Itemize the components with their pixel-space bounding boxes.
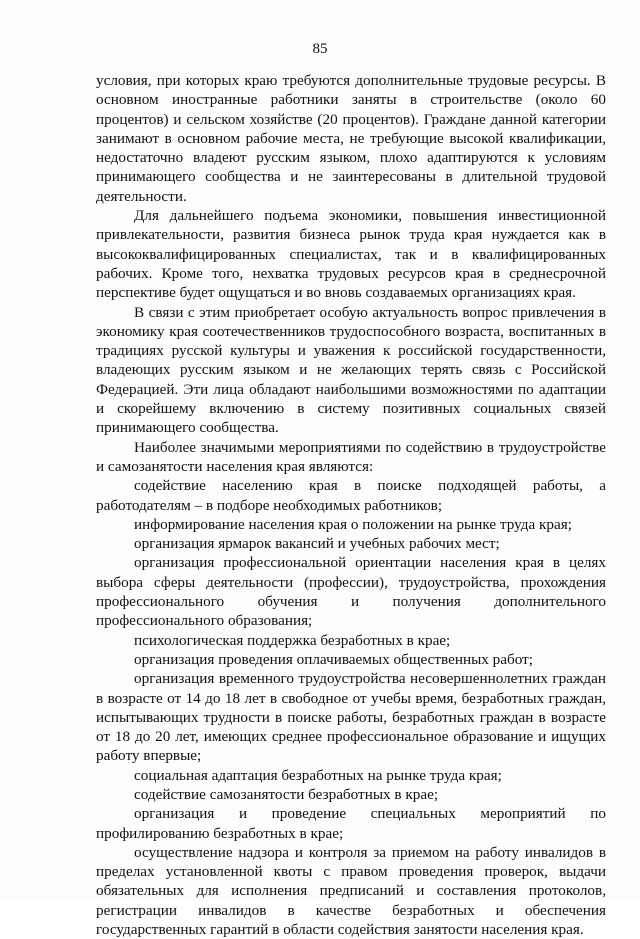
list-item-career-guidance: организация профессиональной ориентации населения края в целях выбора сферы деятельности (профессии), трудоустройства, прохождения профессионального обучения и получения дополнительного профессионального образования; [96,554,606,630]
list-item-self-employment: содействие самозанятости безработных в крае; [134,785,439,803]
list-item-psychological-support: психологическая поддержка безработных в крае; [134,631,451,649]
list-item-temporary-employment: организация временного трудоустройства несовершеннолетних граждан в возрасте от 14 до 18 лет в свободное от учебы время, безработных граждан, испытывающих трудности в поиске работы, безработных граждан в возрасте от 18 до 20 лет, имеющих среднее профессиональное образование и ищущих работу впервые; [96,670,606,765]
paragraph-economy-development: Для дальнейшего подъема экономики, повышения инвестиционной привлекательности, развития бизнеса рынок труда края нуждается как в высококвалифицированных специалистах, так и в квалифицированных рабочих. Кроме того, нехватка трудовых ресурсов края в среднесрочной перспективе будет ощущаться и во вновь создаваемых организациях края. [96,207,606,302]
list-item-job-search-assistance: содействие населению края в поиске подходящей работы, а работодателям – в подборе необходимых работников; [96,477,606,514]
list-item-public-works: организация проведения оплачиваемых общественных работ; [134,650,533,668]
list-item-profiling: организация и проведение специальных мероприятий по профилированию безработных в крае; [96,805,606,842]
list-item-job-fairs: организация ярмарок вакансий и учебных рабочих мест; [134,535,500,553]
list-item-social-adaptation: социальная адаптация безработных на рынке труда края; [134,766,502,784]
paragraph-compatriots: В связи с этим приобретает особую актуальность вопрос привлечения в экономику края соотечественников трудоспособного возраста, воспитанных в традициях русской культуры и уважения к российской государственности, владеющих русским языком и не желающих терять связь с Российской Федерацией. Эти лица обладают наибольшими возможностями по адаптации и скорейшему включению в систему позитивных социальных связей принимающего сообщества. [96,303,606,437]
list-item-disability-quota-control: осуществление надзора и контроля за приемом на работу инвалидов в пределах установленной квоты с правом проведения проверок, выдачи обязательных для исполнения предписаний и составления протоколов, регистрации инвалидов в качестве безработных и обеспечения государственных гарантий в области содействия занятости населения края. [96,843,606,939]
body-text [96,71,606,939]
paragraph-intro-continuation: условия, при которых краю требуются дополнительные трудовые ресурсы. В основном иностранные работники заняты в строительстве (около 60 процентов) и сельском хозяйстве (20 процентов). Граждане данной категории занимают в основном рабочие места, не требующие высокой квалификации, недостаточно владеют русским языком, плохо адаптируются к условиям принимающего сообщества и не заинтересованы в длительной трудовой деятельности. [96,72,606,205]
page-number: 85 [312,41,328,57]
paragraph-measures-intro: Наиболее значимыми мероприятиями по содействию в трудоустройстве и самозанятости населения края являются: [96,438,606,475]
list-item-labor-market-info: информирование населения края о положении на рынке труда края; [134,515,572,533]
